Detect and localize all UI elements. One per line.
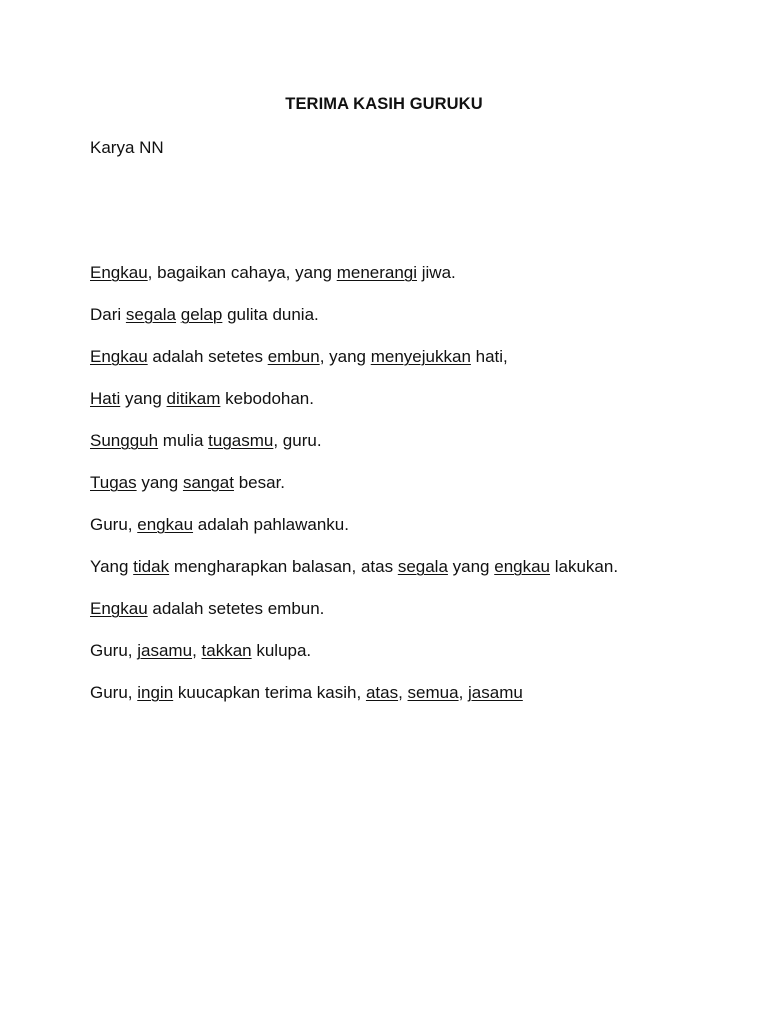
spellcheck-word: ingin <box>137 683 174 702</box>
spellcheck-word: Hati <box>90 389 121 408</box>
spellcheck-word: tidak <box>133 557 170 576</box>
spellcheck-word: gelap <box>180 305 223 324</box>
spellcheck-word: menerangi <box>336 263 418 282</box>
poem-line <box>90 682 730 724</box>
poem-author: Karya NN <box>90 138 164 157</box>
spellcheck-word: Engkau <box>90 599 148 618</box>
poem-text: yang <box>120 389 167 408</box>
poem-text: , bagaikan cahaya, yang <box>147 263 337 282</box>
poem-text: Guru, <box>90 683 138 702</box>
spellcheck-word: menyejukkan <box>370 347 471 366</box>
poem-text: adalah pahlawanku. <box>193 515 349 534</box>
poem-text: jiwa. <box>417 263 456 282</box>
poem-text: gulita dunia. <box>222 305 319 324</box>
spellcheck-word: jasamu <box>137 641 193 660</box>
poem-text: Yang <box>90 557 134 576</box>
poem-text: , guru. <box>273 431 322 450</box>
poem-text: , yang <box>319 347 371 366</box>
poem-line <box>90 514 730 556</box>
poem-line <box>90 472 730 514</box>
spellcheck-word: Sungguh <box>90 431 159 450</box>
spellcheck-word: engkau <box>137 515 194 534</box>
poem-line <box>90 262 730 304</box>
poem-text: , <box>398 683 408 702</box>
spellcheck-word: segala <box>397 557 448 576</box>
poem-line <box>90 640 730 682</box>
spellcheck-word: Tugas <box>90 473 137 492</box>
poem-line <box>90 388 730 430</box>
poem-text: Guru, <box>90 641 138 660</box>
poem-line <box>90 346 730 388</box>
poem-text: mulia <box>158 431 209 450</box>
spellcheck-word: ditikam <box>166 389 221 408</box>
spellcheck-word: segala <box>125 305 177 324</box>
spellcheck-word: jasamu <box>468 683 523 702</box>
poem-text: adalah setetes <box>147 347 268 366</box>
poem-text: yang <box>447 557 495 576</box>
poem-text: kuucapkan terima kasih, <box>173 683 366 702</box>
spellcheck-word: sangat <box>182 473 234 492</box>
spellcheck-word: atas <box>365 683 399 702</box>
poem-text: kulupa. <box>251 641 312 660</box>
poem-line <box>90 304 730 346</box>
poem-text: adalah setetes embun. <box>147 599 325 618</box>
spellcheck-word: embun <box>267 347 320 366</box>
spellcheck-word: engkau <box>494 557 551 576</box>
spellcheck-word: Engkau <box>90 263 148 282</box>
poem-line <box>90 556 730 598</box>
poem-text: besar. <box>233 473 286 492</box>
poem-title: TERIMA KASIH GURUKU <box>285 95 483 113</box>
poem-text: Guru, <box>90 515 138 534</box>
spellcheck-word: tugasmu <box>208 431 274 450</box>
poem-text: yang <box>136 473 183 492</box>
poem-text: , <box>458 683 469 702</box>
spellcheck-word: Engkau <box>90 347 148 366</box>
spellcheck-word: takkan <box>201 641 252 660</box>
poem-body <box>90 262 730 724</box>
spellcheck-word: semua <box>407 683 459 702</box>
poem-line <box>90 430 730 472</box>
poem-text: lakukan. <box>550 557 619 576</box>
poem-text: Dari <box>90 305 126 324</box>
poem-text: hati, <box>470 347 508 366</box>
poem-text: mengharapkan balasan, atas <box>169 557 398 576</box>
poem-text: kebodohan. <box>220 389 314 408</box>
poem-line <box>90 598 730 640</box>
poem-text: , <box>192 641 202 660</box>
